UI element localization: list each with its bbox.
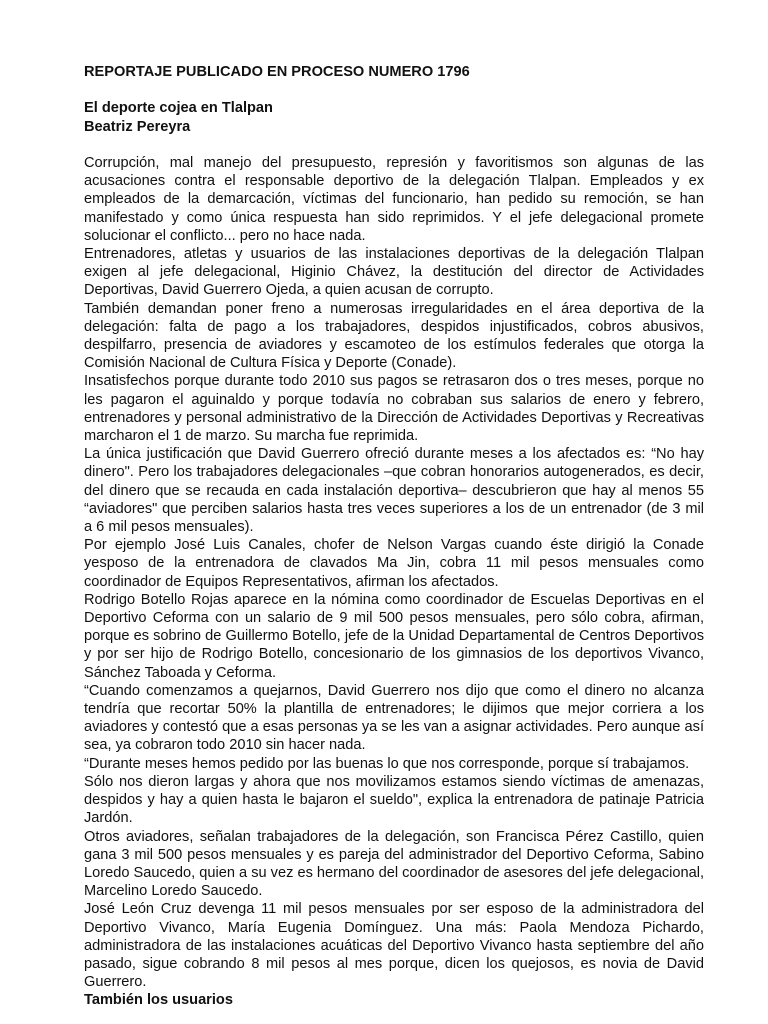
report-header: REPORTAJE PUBLICADO EN PROCESO NUMERO 1796 <box>84 64 470 80</box>
paragraph: “Cuando comenzamos a quejarnos, David Guerrero nos dijo que como el dinero no alcanza tendría que recortar 50% la plantilla de entrenadores; le dijimos que mejor corriera a los aviadores y contestó que a esas personas ya se les van a asignar actividades. Pero aunque así sea, ya cobraron todo 2010 sin hacer nada. <box>84 682 704 754</box>
paragraph: Rodrigo Botello Rojas aparece en la nómina como coordinador de Escuelas Deportivas en el Deportivo Ceforma con un salario de 9 mil 500 pesos mensuales, pero sólo cobra, afirman, porque es sobrino de Guillermo Botello, jefe de la Unidad Departamental de Centros Deportivos y por ser hijo de Rodrigo Botello, concesionario de los gimnasios de los deportivos Vivanco, Sánchez Taboada y Ceforma. <box>84 591 704 681</box>
author-name: Beatriz Pereyra <box>84 118 191 135</box>
spacer <box>84 136 704 154</box>
paragraph: Entrenadores, atletas y usuarios de las instalaciones deportivas de la delegación Tlalpan exigen al jefe delegacional, Higinio Chávez, la destitución del director de Actividades Deportivas, David Guerrero Ojeda, a quien acusan de corrupto. <box>84 246 704 299</box>
article-title: El deporte cojea en Tlalpan <box>84 100 273 117</box>
paragraph: Por ejemplo José Luis Canales, chofer de Nelson Vargas cuando éste dirigió la Conade yesposo de la entrenadora de clavados Ma Jin, cobra 11 mil pesos mensuales como coordinador de Equipos Representativos, afirman los afectados. <box>84 537 704 590</box>
paragraph: “Durante meses hemos pedido por las buenas lo que nos corresponde, porque sí trabajamos. <box>84 755 690 772</box>
paragraph: Otros aviadores, señalan trabajadores de la delegación, son Francisca Pérez Castillo, quien gana 3 mil 500 pesos mensuales y es pareja del administrador del Deportivo Ceforma, Sabino Loredo Saucedo, quien a su vez es hermano del coordinador de asesores del jefe delegacional, Marcelino Loredo Saucedo. <box>84 828 704 900</box>
paragraph: También demandan poner freno a numerosas irregularidades en el área deportiva de la delegación: falta de pago a los trabajadores, despidos injustificados, cobros abusivos, despilfarro, presencia de aviadores y escamoteo de los estímulos federales que otorga la Comisión Nacional de Cultura Física y Deporte (Conade). <box>84 300 704 372</box>
section-subheading: También los usuarios <box>84 992 233 1009</box>
paragraph: Sólo nos dieron largas y ahora que nos movilizamos estamos siendo víctimas de amenazas, despidos y hay a quien hasta le bajaron el sueldo", explica la entrenadora de patinaje Patricia Jardón. <box>84 773 704 827</box>
spacer <box>84 81 704 99</box>
paragraph: Insatisfechos porque durante todo 2010 sus pagos se retrasaron dos o tres meses, porque no les pagaron el aguinaldo y porque todavía no cobraban sus salarios de enero y febrero, entrenadores y personal administrativo de la Dirección de Actividades Deportivas y Recreativas marcharon el 1 de marzo. Su marcha fue reprimida. <box>84 373 704 445</box>
paragraph: La única justificación que David Guerrero ofreció durante meses a los afectados es: “No hay dinero". Pero los trabajadores delegacionales –que cobran honorarios autogenerados, es decir, del dinero que se recauda en cada instalación deportiva– descubrieron que hay al menos 55 “aviadores" que perciben salarios hasta tres veces superiores a los de un entrenador (de 3 mil a 6 mil pesos mensuales). <box>84 446 704 536</box>
paragraph: Corrupción, mal manejo del presupuesto, represión y favoritismos son algunas de las acusaciones contra el responsable deportivo de la delegación Tlalpan. Empleados y ex empleados de la demarcación, víctimas del funcionario, han pedido su remoción, se han manifestado y como única respuesta han sido reprimidos. Y el jefe delegacional promete solucionar el conflicto... pero no hace nada. <box>84 154 704 244</box>
paragraph: José León Cruz devenga 11 mil pesos mensuales por ser esposo de la administradora del Deportivo Vivanco, María Eugenia Domínguez. Una más: Paola Mendoza Pichardo, administradora de las instalaciones acuáticas del Deportivo Vivanco hasta septiembre del año pasado, sigue cobrando 8 mil pesos al mes porque, dicen los quejosos, es novia de David Guerrero. <box>84 901 704 991</box>
document-page <box>84 63 704 1010</box>
